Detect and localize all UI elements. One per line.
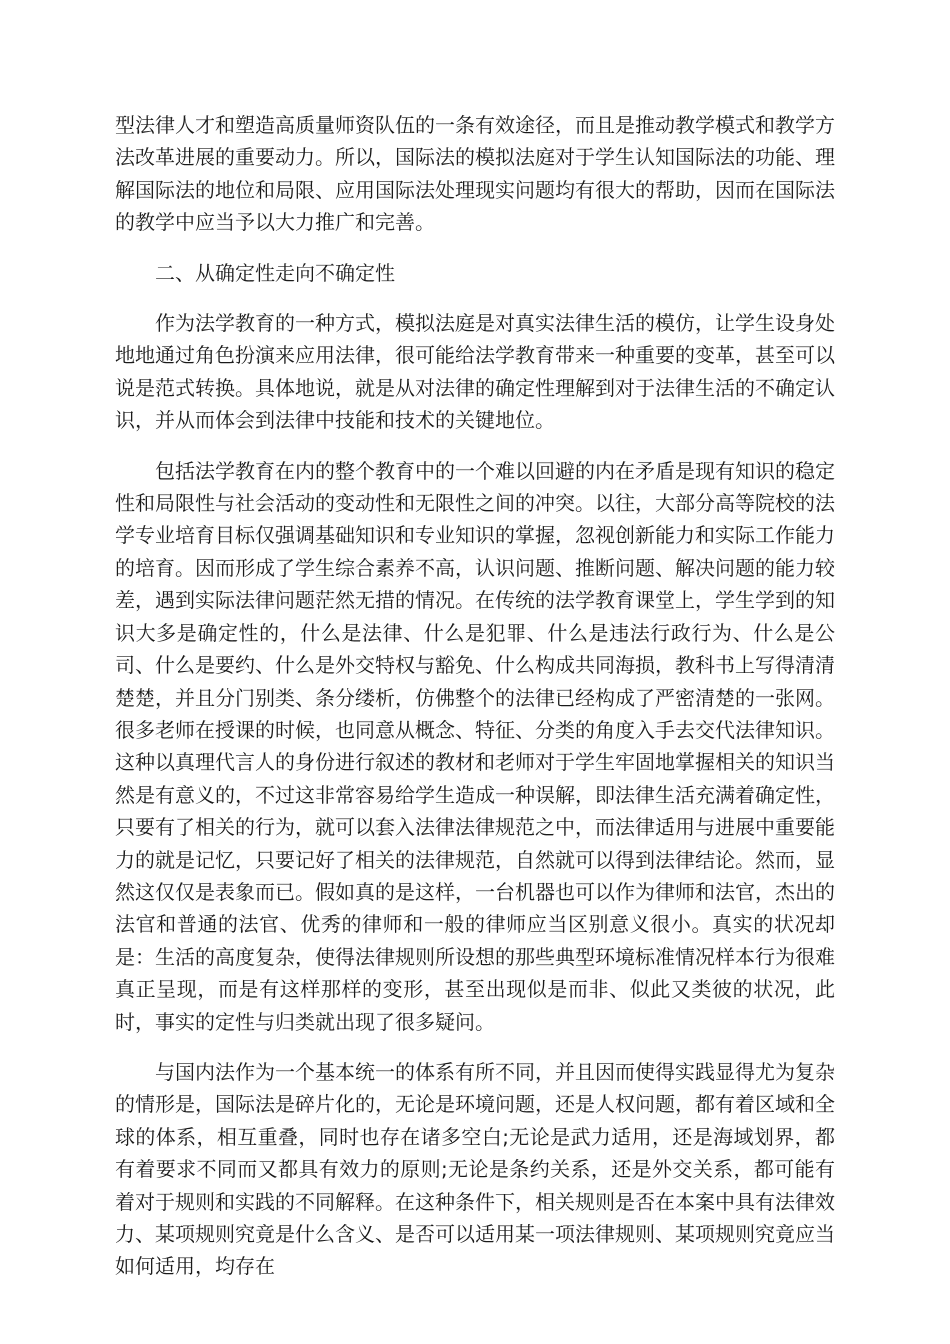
paragraph: 作为法学教育的一种方式，模拟法庭是对真实法律生活的模仿，让学生设身处地地通过角色扮演来应用法律，很可能给法学教育带来一种重要的变革，甚至可以说是范式转换。具体地说，就是从对法律的确定性理解到对于法律生活的不确定认识，并从而体会到法律中技能和技术的关键地位。: [115, 311, 835, 433]
paragraph-continued: 型法律人才和塑造高质量师资队伍的一条有效途径，而且是推动教学模式和教学方法改革进展的重要动力。所以，国际法的模拟法庭对于学生认知国际法的功能、理解国际法的地位和局限、应用国际法处理现实问题均有很大的帮助，因而在国际法的教学中应当予以大力推广和完善。: [115, 113, 835, 235]
paragraph: 与国内法作为一个基本统一的体系有所不同，并且因而使得实践显得尤为复杂的情形是，国际法是碎片化的，无论是环境问题，还是人权问题，都有着区域和全球的体系，相互重叠，同时也存在诸多空白;无论是武力适用，还是海域划界，都有着要求不同而又都具有效力的原则;无论是条约关系，还是外交关系，都可能有着对于规则和实践的不同解释。在这种条件下，相关规则是否在本案中具有法律效力、某项规则究竟是什么含义、是否可以适用某一项法律规则、某项规则究竟应当如何适用，均存在: [115, 1059, 835, 1279]
paragraph: 包括法学教育在内的整个教育中的一个难以回避的内在矛盾是现有知识的稳定性和局限性与社会活动的变动性和无限性之间的冲突。以往，大部分高等院校的法学专业培育目标仅强调基础知识和专业知识的掌握，忽视创新能力和实际工作能力的培育。因而形成了学生综合素养不高，认识问题、推断问题、解决问题的能力较差，遇到实际法律问题茫然无措的情况。在传统的法学教育课堂上，学生学到的知识大多是确定性的，什么是法律、什么是犯罪、什么是违法行政行为、什么是公司、什么是要约、什么是外交特权与豁免、什么构成共同海损，教科书上写得清清楚楚，并且分门别类、条分缕析，仿佛整个的法律已经构成了严密清楚的一张网。很多老师在授课的时候，也同意从概念、特征、分类的角度入手去交代法律知识。这种以真理代言人的身份进行叙述的教材和老师对于学生牢固地掌握相关的知识当然是有意义的，不过这非常容易给学生造成一种误解，即法律生活充满着确定性，只要有了相关的行为，就可以套入法律法律规范之中，而法律适用与进展中重要能力的就是记忆，只要记好了相关的法律规范，自然就可以得到法律结论。然而，显然这仅仅是表象而已。假如真的是这样，一台机器也可以作为律师和法官，杰出的法官和普通的法官、优秀的律师和一般的律师应当区别意义很小。真实的状况却是：生活的高度复杂，使得法律规则所设想的那些典型环境标准情况样本行为很难真正呈现，而是有这样那样的变形，甚至出现似是而非、似此又类彼的状况，此时，事实的定性与归类就出现了很多疑问。: [115, 458, 835, 1034]
section-heading: 二、从确定性走向不确定性: [155, 260, 395, 285]
document-body: [115, 109, 835, 1301]
